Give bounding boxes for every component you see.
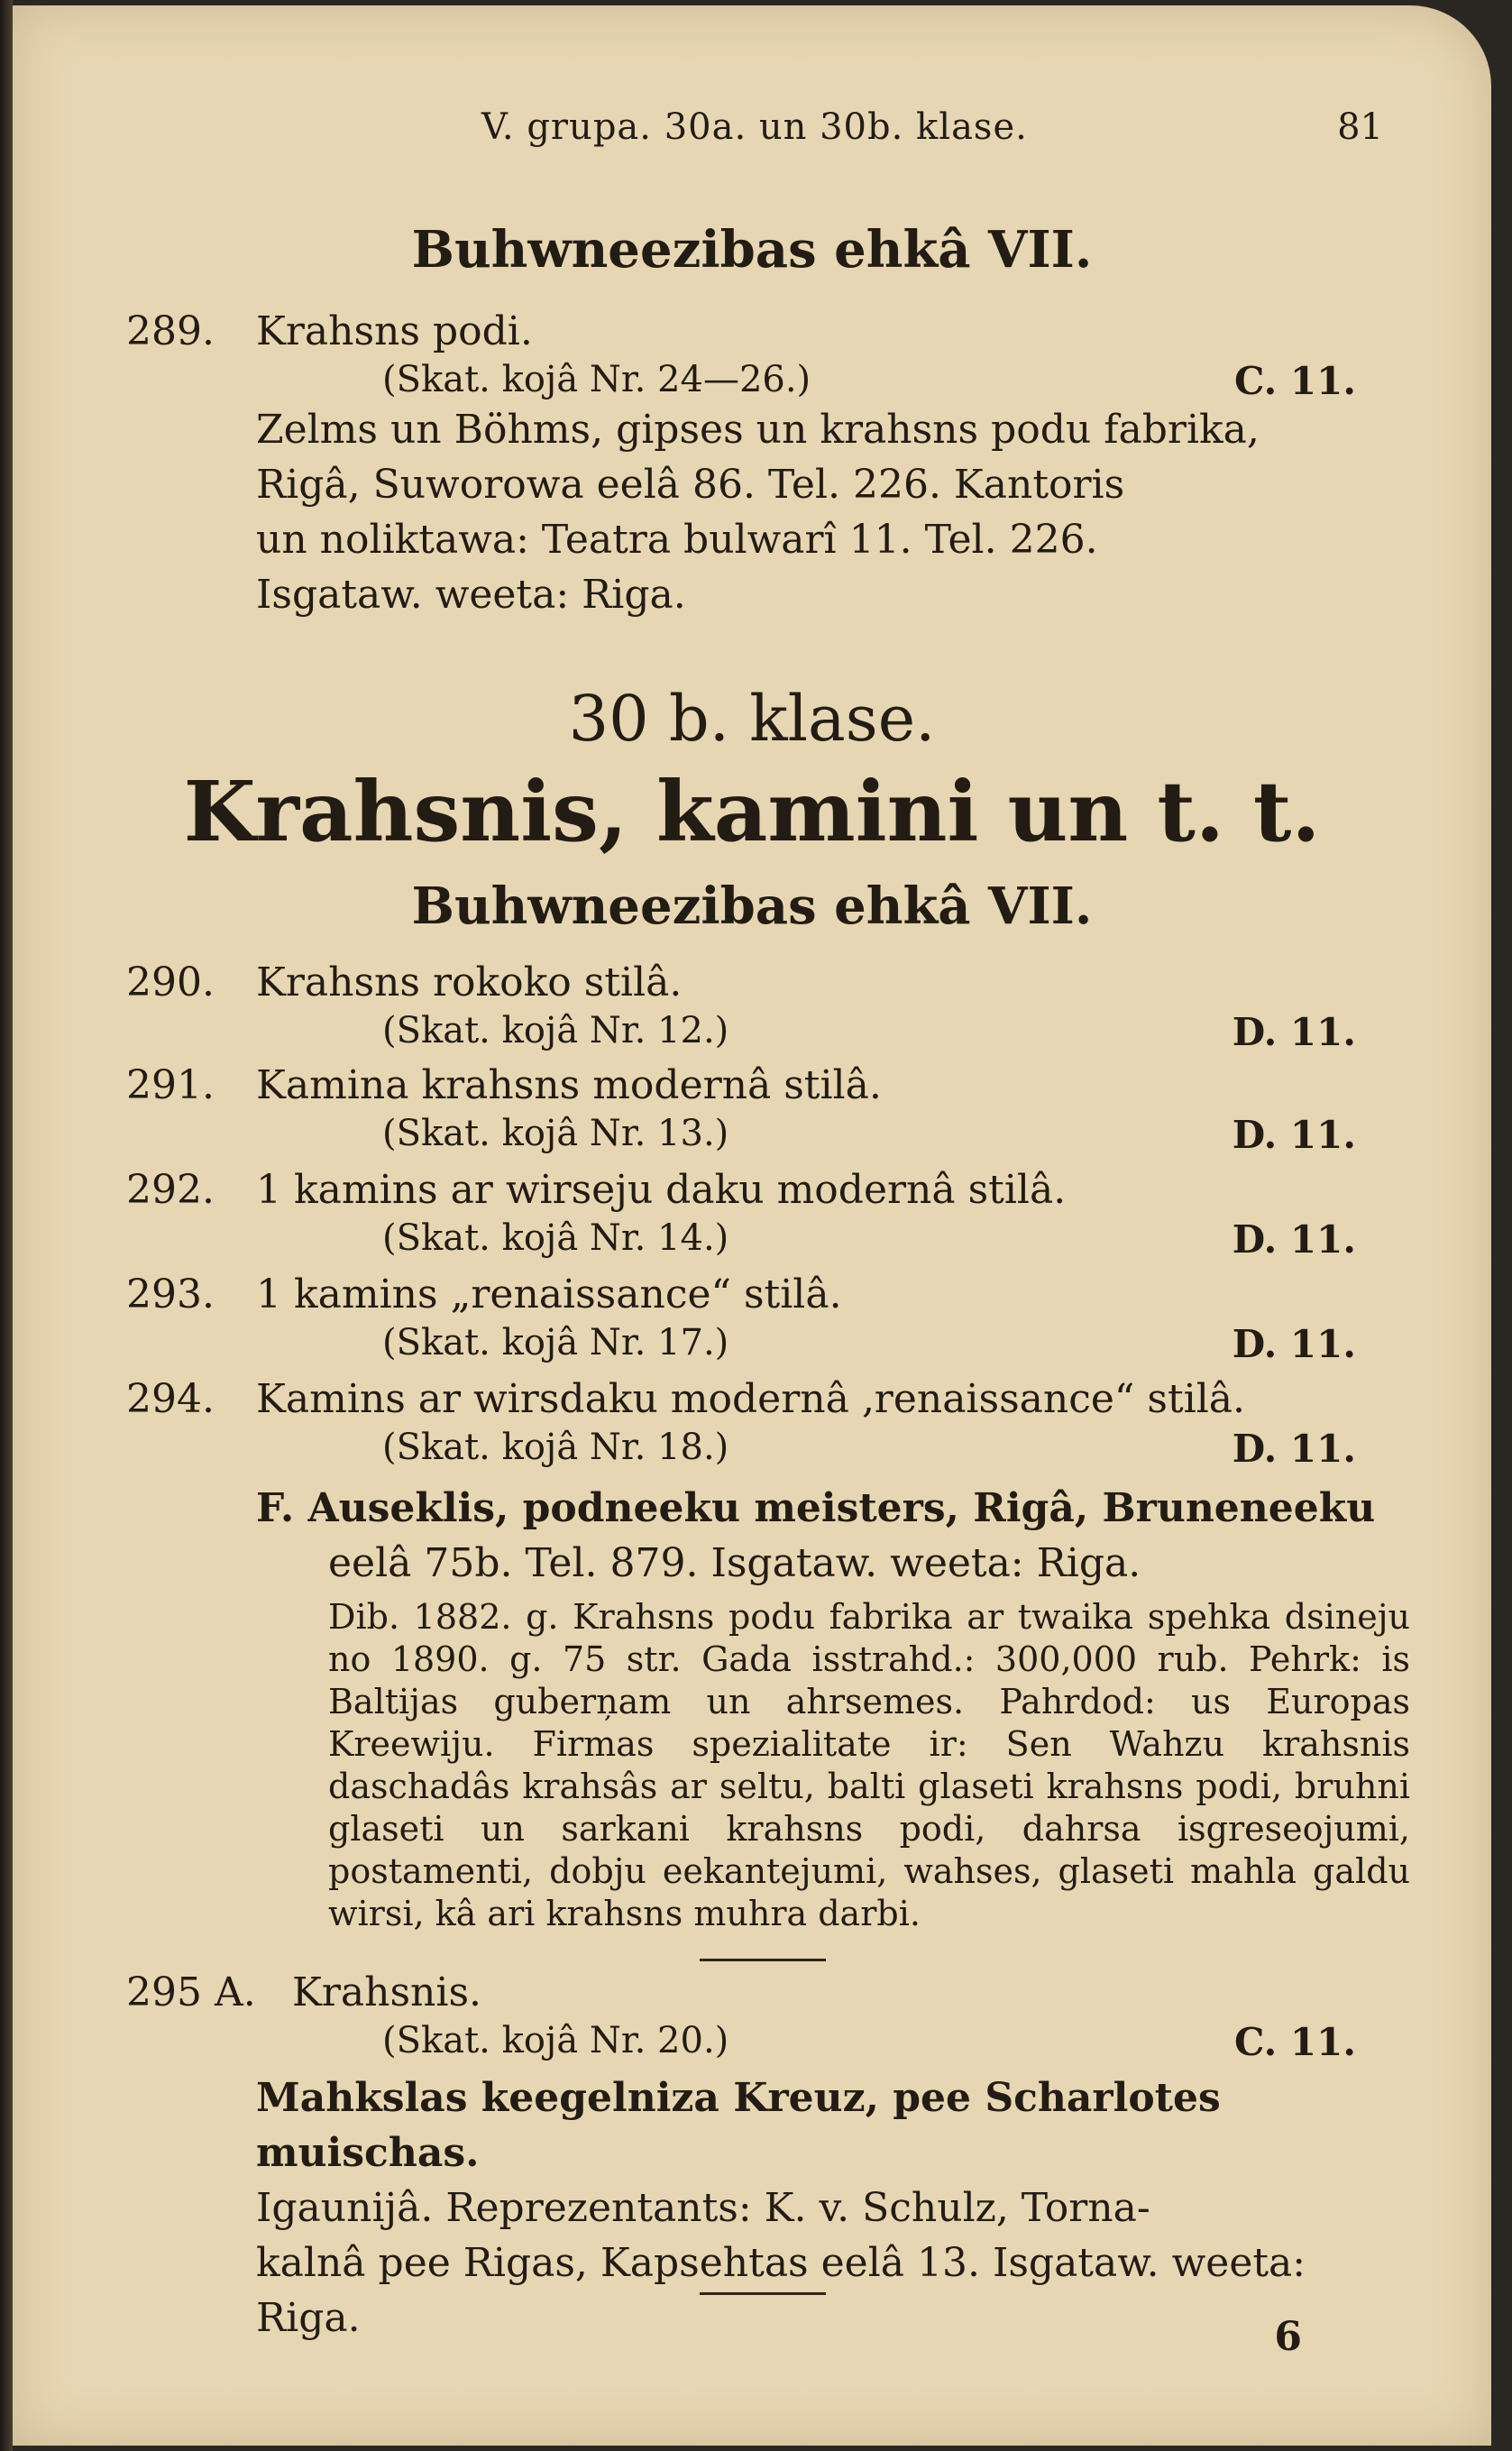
- main-heading: Krahsnis, kamini un t. t.: [183, 763, 1321, 860]
- catalog-reference: (Skat. kojâ Nr. 14.): [382, 1217, 729, 1259]
- grade-label: C. 11.: [1233, 359, 1356, 403]
- running-header: [13, 106, 1491, 161]
- running-title: V. grupa. 30a. un 30b. klase.: [481, 106, 1028, 148]
- grade-label: D. 11.: [1232, 1113, 1356, 1157]
- grade-label: D. 11.: [1232, 1322, 1356, 1366]
- exhibitor-description: [256, 2070, 1410, 2345]
- exhibitor-address-line: eelâ 75b. Tel. 879. Isgataw. weeta: Riga.: [328, 1540, 1141, 1586]
- catalog-reference: (Skat. kojâ Nr. 18.): [382, 1427, 729, 1468]
- description-line: Mahkslas keegelniza Kreuz, pee Scharlotes muischas.: [256, 2075, 1221, 2176]
- exhibit-heading: Buhwneezibas ehkâ VII.: [411, 220, 1093, 280]
- entry-title: Kamina krahsns modernâ stilâ.: [256, 1062, 882, 1108]
- book-page: [13, 5, 1491, 2446]
- entry-title: 1 kamins „renaissance“ stilâ.: [256, 1271, 842, 1317]
- entry-title: Kamins ar wirsdaku modernâ ‚renaissance“ stilâ.: [256, 1376, 1246, 1422]
- catalog-reference: (Skat. kojâ Nr. 12.): [382, 1010, 729, 1051]
- grade-label: D. 11.: [1232, 1217, 1356, 1262]
- entry-title: 1 kamins ar wirseju daku modernâ stilâ.: [256, 1167, 1067, 1213]
- description-line: Isgataw. weeta: Riga.: [256, 572, 686, 618]
- description-line: Igaunijâ. Reprezentants: K. v. Schulz, Torna-: [256, 2185, 1150, 2231]
- entry-number: 290.: [126, 959, 215, 1005]
- catalog-reference: (Skat. kojâ Nr. 17.): [382, 1322, 729, 1363]
- separator-rule: [700, 2292, 826, 2295]
- entry-title: Krahsns podi.: [256, 308, 533, 354]
- catalog-reference: (Skat. kojâ Nr. 24—26.): [382, 359, 811, 400]
- signature-mark: 6: [1274, 2314, 1302, 2360]
- description-line: un noliktawa: Teatra bulwarî 11. Tel. 226.: [256, 517, 1098, 563]
- entry-number: 294.: [126, 1376, 215, 1422]
- entry-number: 295 A.: [126, 1969, 256, 2015]
- entry-number: 291.: [126, 1062, 215, 1108]
- exhibit-heading: Buhwneezibas ehkâ VII.: [411, 877, 1093, 936]
- entry-number: 293.: [126, 1271, 215, 1317]
- grade-label: D. 11.: [1232, 1427, 1356, 1471]
- entry-number: 289.: [126, 308, 215, 354]
- catalog-reference: (Skat. kojâ Nr. 13.): [382, 1113, 729, 1154]
- entry-title: Krahsns rokoko stilâ.: [256, 959, 683, 1005]
- exhibitor-description: [256, 402, 1410, 622]
- description-line: Zelms un Böhms, gipses un krahsns podu fabrika,: [256, 407, 1260, 453]
- book-spine-edge: [0, 0, 13, 2451]
- description-line: Riga.: [256, 2295, 361, 2341]
- page-number: 81: [1337, 106, 1383, 148]
- class-heading: 30 b. klase.: [568, 682, 936, 756]
- description-line: Rigâ, Suworowa eelâ 86. Tel. 226. Kantoris: [256, 462, 1125, 508]
- entry-number: 292.: [126, 1167, 215, 1213]
- description-line: kalnâ pee Rigas, Kapsehtas eelâ 13. Isgataw. weeta:: [256, 2240, 1306, 2286]
- grade-label: D. 11.: [1232, 1010, 1356, 1054]
- exhibitor-details: Dib. 1882. g. Krahsns podu fabrika ar twaika spehka dsineju no 1890. g. 75 str. Gada isstrahd.: 300,000 rub. Pehrk: is Baltijas guberņam un ahrsemes. Pahrdod: us Europas Kreewiju. Firmas spezialitate ir: Sen Wahzu krahsnis daschadâs krahsâs ar seltu, balti glaseti krahsns podi, bruhni glaseti un sarkani krahsns podi, dahrsa isgreseojumi, postamenti, dobju eekantejumi, wahses, glaseti mahla galdu wirsi, kâ ari krahsns muhra darbi.: [328, 1597, 1410, 1933]
- catalog-reference: (Skat. kojâ Nr. 20.): [382, 2020, 729, 2061]
- exhibitor-block: [256, 1481, 1410, 1591]
- exhibitor-name-line: F. Auseklis, podneeku meisters, Rigâ, Bruneneeku: [256, 1485, 1376, 1531]
- separator-rule: [700, 1959, 826, 1961]
- grade-label: C. 11.: [1233, 2020, 1356, 2064]
- entry-title: Krahsnis.: [292, 1969, 482, 2015]
